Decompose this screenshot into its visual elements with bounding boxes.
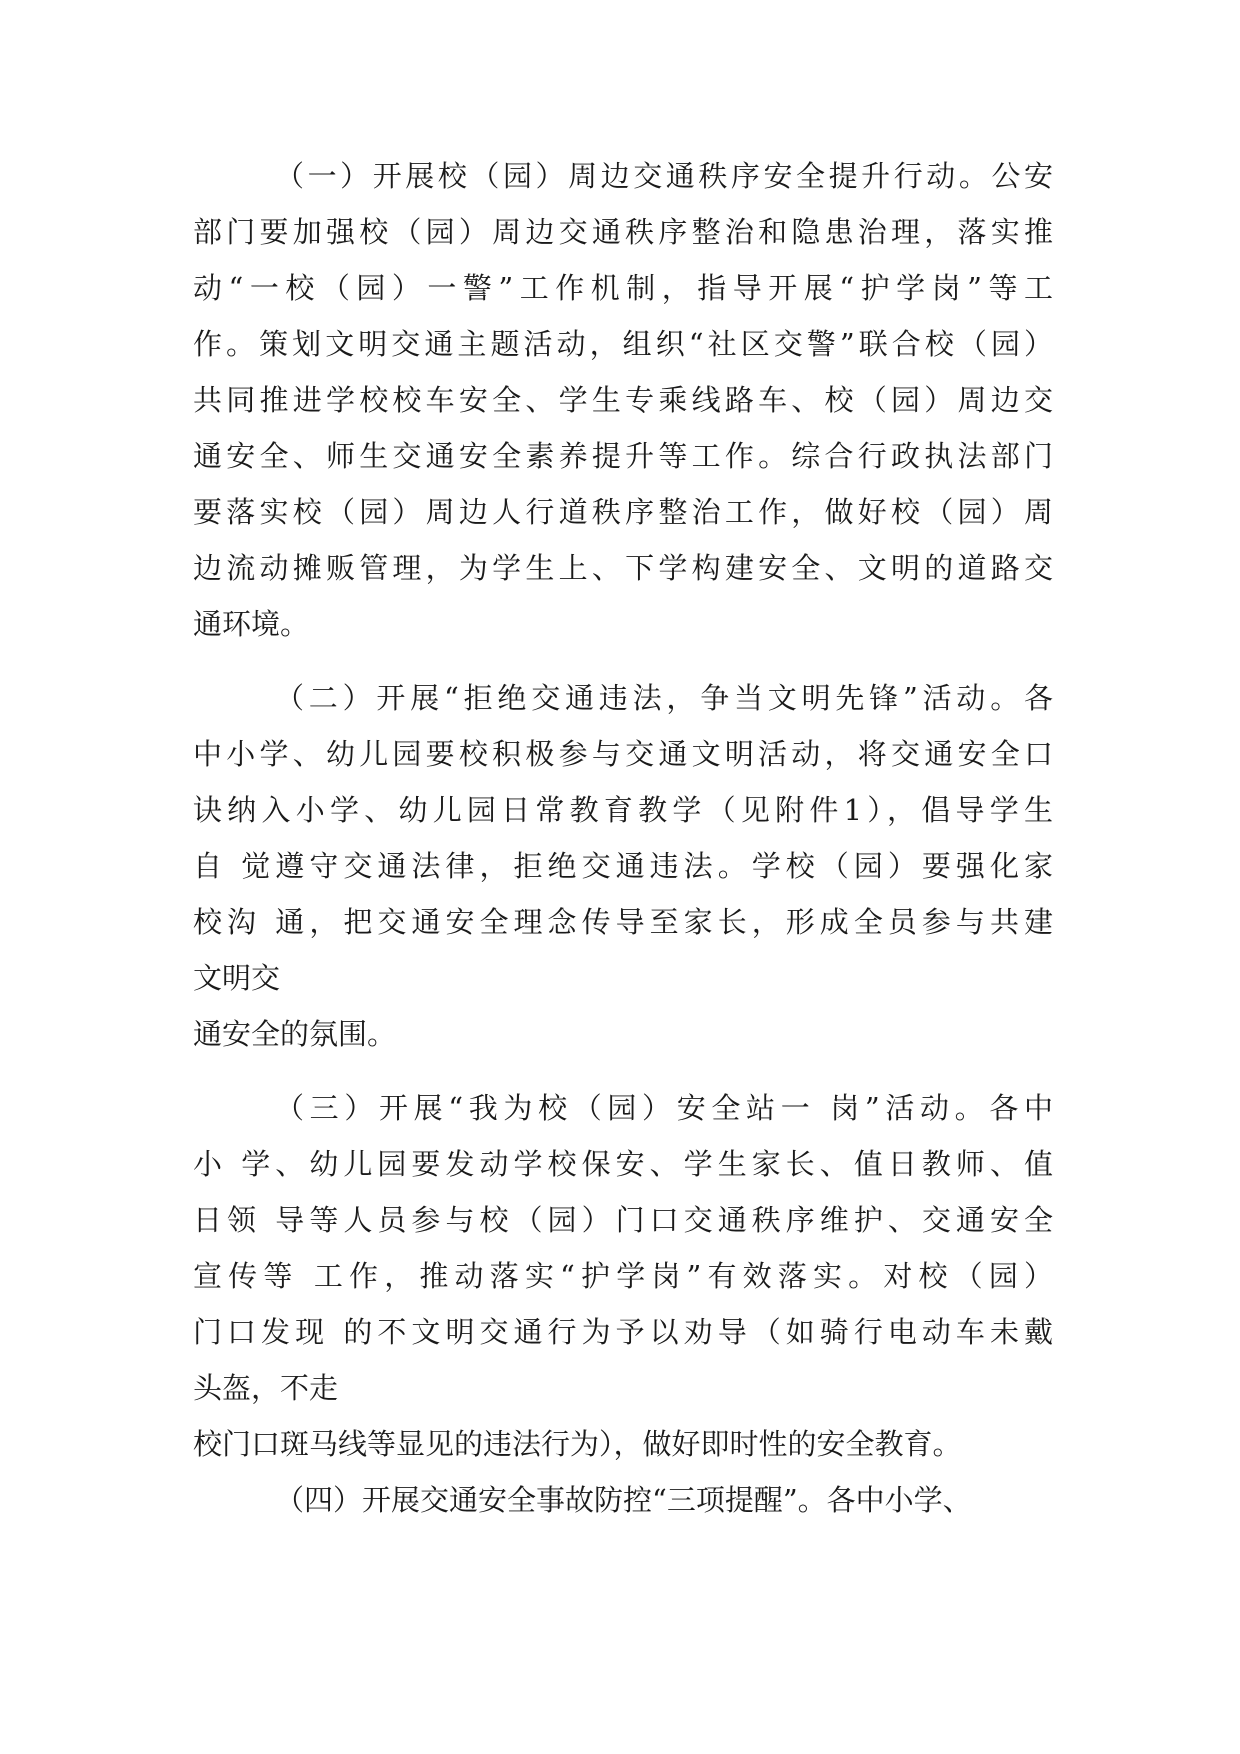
text-line: 门口发现 的不文明交通行为予以劝导（如骑行电动车未戴 <box>193 1315 1053 1349</box>
text-line: 要落实校（园）周边人行道秩序整治工作，做好校（园）周 <box>193 495 1053 529</box>
text-line: 诀纳入小学、幼儿园日常教育教学（见附件1），倡导学生 <box>193 793 1053 827</box>
text-line: 自 觉遵守交通法律，拒绝交通违法。学校（园）要强化家 <box>193 849 1053 883</box>
paragraph-4 <box>193 1472 1053 1528</box>
paragraph-2 <box>193 670 1053 1062</box>
text-line: 通环境。 <box>193 607 310 641</box>
text-line: 作。策划文明交通主题活动，组织“社区交警”联合校（园） <box>193 327 1053 361</box>
text-line: 边流动摊贩管理，为学生上、下学构建安全、文明的道路交 <box>193 551 1053 585</box>
text-line: （一）开展校（园）周边交通秩序安全提升行动。公安 <box>275 159 1053 193</box>
text-line: 中小学、幼儿园要校积极参与交通文明活动，将交通安全口 <box>193 737 1053 771</box>
text-line: 文明交 <box>193 961 281 995</box>
text-line: 头盔，不走 <box>193 1371 339 1405</box>
text-line: 日领 导等人员参与校（园）门口交通秩序维护、交通安全 <box>193 1203 1053 1237</box>
paragraph-3 <box>193 1080 1053 1472</box>
text-line: （三）开展“我为校（园）安全站一 岗”活动。各中 <box>275 1091 1053 1125</box>
text-line: （四）开展交通安全事故防控“三项提醒”。各中小学、 <box>275 1483 972 1517</box>
text-line: （二）开展“拒绝交通违法，争当文明先锋”活动。各 <box>275 681 1053 715</box>
paragraph-1 <box>193 148 1053 652</box>
text-line: 宣传等 工作，推动落实“护学岗”有效落实。对校（园） <box>193 1259 1053 1293</box>
text-line: 动“一校（园）一警”工作机制，指导开展“护学岗”等工 <box>193 271 1053 305</box>
document-body <box>193 148 1053 1528</box>
text-line: 校门口斑马线等显见的违法行为），做好即时性的安全教育。 <box>193 1427 962 1461</box>
text-line: 校沟 通，把交通安全理念传导至家长，形成全员参与共建 <box>193 905 1053 939</box>
text-line: 部门要加强校（园）周边交通秩序整治和隐患治理，落实推 <box>193 215 1053 249</box>
text-line: 共同推进学校校车安全、学生专乘线路车、校（园）周边交 <box>193 383 1053 417</box>
text-line: 小 学、幼儿园要发动学校保安、学生家长、值日教师、值 <box>193 1147 1053 1181</box>
text-line: 通安全、师生交通安全素养提升等工作。综合行政执法部门 <box>193 439 1053 473</box>
text-line: 通安全的氛围。 <box>193 1017 397 1051</box>
